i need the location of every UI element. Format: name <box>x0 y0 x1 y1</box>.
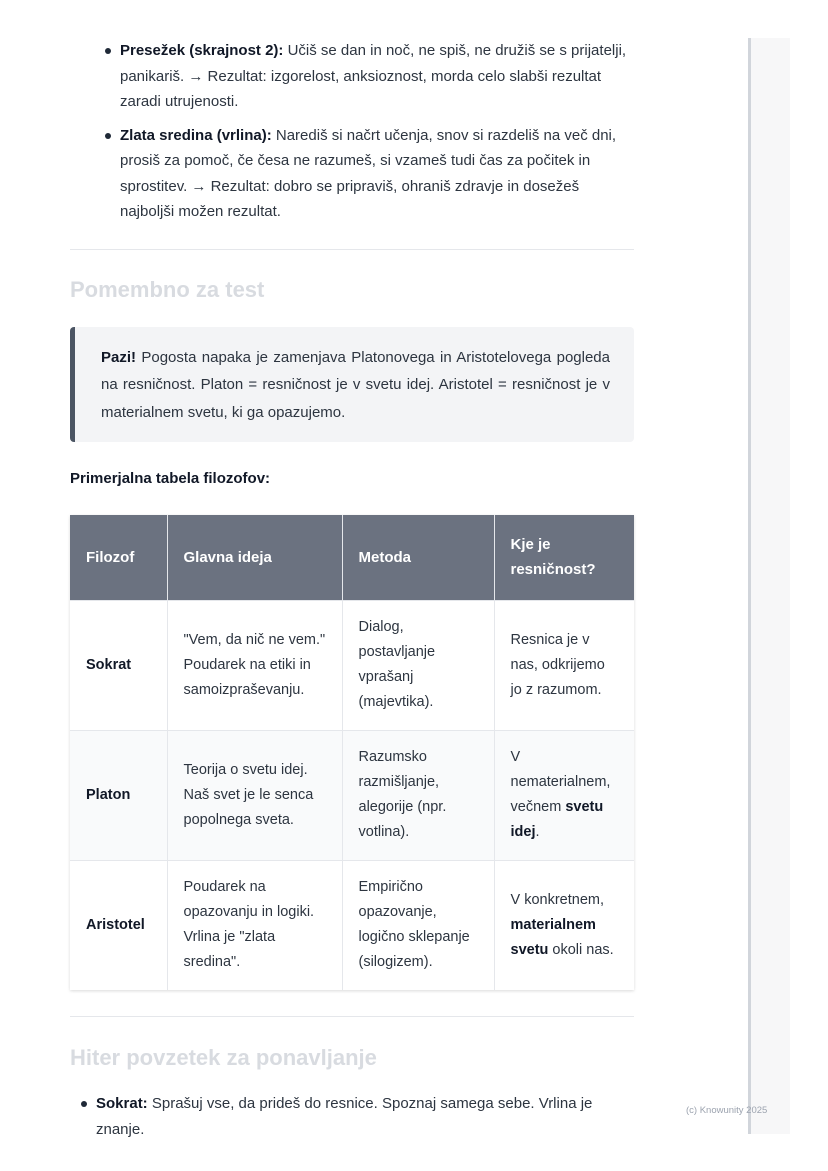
document-content <box>70 0 634 1142</box>
reality-cell <box>494 600 634 730</box>
column-header: Filozof <box>70 515 167 600</box>
list-item-label: Sokrat: <box>96 1095 148 1112</box>
column-header: Glavna ideja <box>167 515 342 600</box>
table-title: Primerjalna tabela filozofov: <box>70 470 271 487</box>
list-item <box>120 123 634 225</box>
section-divider <box>70 249 634 250</box>
copyright-notice: (c) Knowunity 2025 <box>686 1105 768 1116</box>
table-header-row <box>70 515 634 600</box>
callout-label: Pazi! <box>101 348 137 366</box>
reality-text-end: . <box>535 824 540 840</box>
callout-text <box>101 344 610 427</box>
reality-cell <box>494 860 634 990</box>
column-header: Metoda <box>342 515 494 600</box>
side-margin-panel <box>748 38 790 1134</box>
list-item-label: Zlata sredina (vrlina): <box>120 126 272 144</box>
philosophers-table <box>70 515 634 990</box>
list-item-text: Narediš si načrt učenja, snov si razdeliš na več dni, prosiš za pomoč, če česa ne razumeš, si vzameš tudi čas za počitek in sprostitev. → Rezultat: dobro se pripraviš, ohraniš zdravje in dosežeš najboljši možen rezultat. <box>120 126 617 220</box>
main-idea-cell: "Vem, da nič ne vem." Poudarek na etiki in samoizpraševanju. <box>167 600 342 730</box>
table-row <box>70 730 634 860</box>
virtue-examples-list <box>70 38 634 225</box>
reality-text: Resnica je v nas, odkrijemo jo z razumom. <box>510 631 605 698</box>
list-item <box>120 38 634 115</box>
warning-callout <box>70 327 634 443</box>
philosopher-name: Sokrat <box>70 600 167 730</box>
list-item-text: Sprašuj vse, da prideš do resnice. Spoznaj samega sebe. Vrlina je znanje. <box>96 1095 593 1138</box>
reality-text: V nematerialnem, večnem <box>510 749 611 815</box>
method-cell: Razumsko razmišljanje, alegorije (npr. votlina). <box>342 730 494 860</box>
main-idea-cell: Teorija o svetu idej. Naš svet je le senca popolnega sveta. <box>167 730 342 860</box>
column-header: Kje je resničnost? <box>494 515 634 600</box>
main-idea-cell: Poudarek na opazovanju in logiki. Vrlina je "zlata sredina". <box>167 860 342 990</box>
section-divider <box>70 1016 634 1017</box>
callout-body: Pogosta napaka je zamenjava Platonovega in Aristotelovega pogleda na resničnost. Platon = resničnost je v svetu idej. Aristotel = resničnost je v materialnem svetu, ki ga opazujemo. <box>101 348 610 421</box>
reality-text: V konkretnem, <box>510 891 604 908</box>
method-cell: Empirično opazovanje, logično sklepanje (silogizem). <box>342 860 494 990</box>
section-heading-test: Pomembno za test <box>70 276 265 302</box>
reality-emphasis: svetu idej <box>510 799 604 840</box>
list-item-label: Presežek (skrajnost 2): <box>120 42 284 59</box>
summary-list <box>70 1091 634 1142</box>
table-row <box>70 600 634 730</box>
list-item <box>96 1091 634 1142</box>
philosopher-name: Platon <box>70 730 167 860</box>
method-cell: Dialog, postavljanje vprašanj (majevtika). <box>342 600 494 730</box>
list-item-text: Učiš se dan in noč, ne spiš, ne družiš se s prijatelji, panikariš. → Rezultat: izgorelost, anksioznost, morda celo slabši rezultat zaradi utrujenosti. <box>120 42 627 110</box>
philosopher-name: Aristotel <box>70 860 167 990</box>
table-row <box>70 860 634 990</box>
reality-cell <box>494 730 634 860</box>
section-heading-summary: Hiter povzetek za ponavljanje <box>70 1045 377 1070</box>
reality-text-end: okoli nas. <box>548 941 614 958</box>
reality-emphasis: materialnem svetu <box>510 916 596 958</box>
